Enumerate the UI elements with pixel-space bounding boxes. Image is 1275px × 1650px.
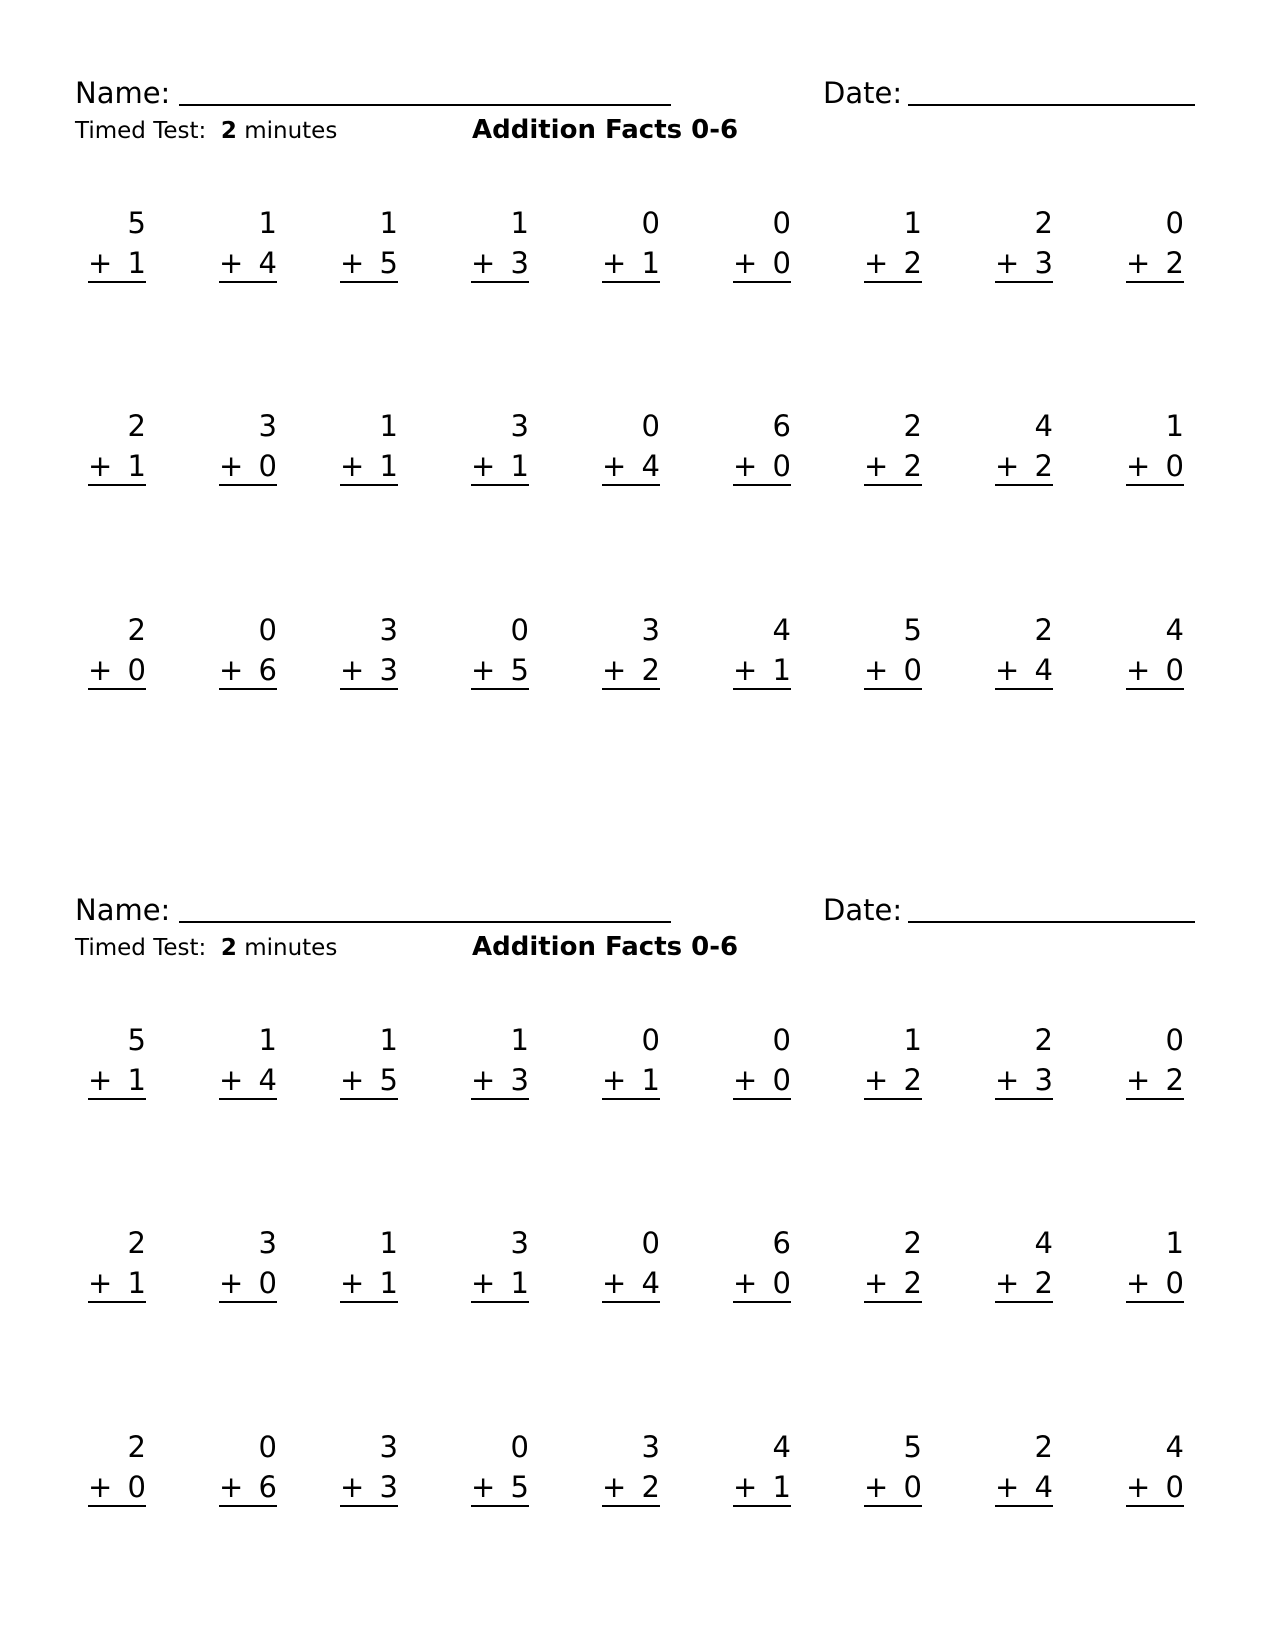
addend: 2 <box>903 1266 922 1300</box>
addition-problem <box>864 612 922 692</box>
addend: 1 <box>127 1063 146 1097</box>
addend: 2 <box>1034 449 1053 483</box>
addend: 1 <box>641 246 660 280</box>
augend: 0 <box>510 613 529 647</box>
plus-sign: + <box>1126 653 1151 687</box>
augend: 0 <box>641 409 660 443</box>
addend: 1 <box>510 1266 529 1300</box>
addition-problem <box>602 1225 660 1305</box>
addition-problem <box>864 1429 922 1509</box>
plus-sign: + <box>340 1470 365 1504</box>
answer-line <box>733 1265 791 1303</box>
addend: 6 <box>258 1470 277 1504</box>
answer-line <box>471 448 529 486</box>
addend: 4 <box>641 1266 660 1300</box>
addition-problem <box>864 408 922 488</box>
plus-sign: + <box>733 246 758 280</box>
plus-sign: + <box>864 449 889 483</box>
plus-sign: + <box>602 653 627 687</box>
addition-problem <box>602 1022 660 1102</box>
addend: 0 <box>1165 1266 1184 1300</box>
addition-problem <box>602 612 660 692</box>
plus-sign: + <box>995 1470 1020 1504</box>
addition-problem <box>340 205 398 285</box>
augend: 4 <box>1034 409 1053 443</box>
plus-sign: + <box>340 246 365 280</box>
addend: 6 <box>258 653 277 687</box>
answer-line <box>1126 1265 1184 1303</box>
answer-line <box>602 1469 660 1507</box>
addition-problem <box>219 1225 277 1305</box>
answer-line <box>733 245 791 283</box>
augend: 2 <box>1034 1430 1053 1464</box>
addition-problem <box>340 1429 398 1509</box>
addition-problem <box>1126 1225 1184 1305</box>
augend: 6 <box>772 409 791 443</box>
date-field[interactable] <box>908 104 1195 106</box>
plus-sign: + <box>1126 1063 1151 1097</box>
addend: 3 <box>379 1470 398 1504</box>
addition-problem <box>471 408 529 488</box>
augend: 1 <box>1165 409 1184 443</box>
plus-sign: + <box>733 1266 758 1300</box>
plus-sign: + <box>340 653 365 687</box>
addition-problem <box>733 1022 791 1102</box>
answer-line <box>340 245 398 283</box>
augend: 2 <box>127 409 146 443</box>
addition-problem <box>733 612 791 692</box>
addend: 1 <box>379 1266 398 1300</box>
answer-line <box>733 652 791 690</box>
answer-line <box>1126 448 1184 486</box>
addend: 5 <box>510 1470 529 1504</box>
augend: 3 <box>510 1226 529 1260</box>
addition-problem <box>733 205 791 285</box>
addition-problem <box>219 612 277 692</box>
addend: 0 <box>772 246 791 280</box>
plus-sign: + <box>219 1470 244 1504</box>
timed-test-minutes: 2 <box>220 935 237 961</box>
name-field[interactable] <box>179 921 671 923</box>
augend: 4 <box>1034 1226 1053 1260</box>
plus-sign: + <box>88 653 113 687</box>
answer-line <box>733 1469 791 1507</box>
plus-sign: + <box>733 653 758 687</box>
addend: 3 <box>379 653 398 687</box>
addition-problem <box>864 1225 922 1305</box>
addend: 1 <box>127 1266 146 1300</box>
answer-line <box>864 1062 922 1100</box>
plus-sign: + <box>995 1266 1020 1300</box>
addend: 0 <box>1165 653 1184 687</box>
answer-line <box>471 1469 529 1507</box>
addition-problem <box>1126 1429 1184 1509</box>
augend: 2 <box>903 409 922 443</box>
timed-test-label: Timed Test: <box>75 118 207 144</box>
addend: 0 <box>772 1266 791 1300</box>
answer-line <box>1126 245 1184 283</box>
timed-test-unit: minutes <box>244 118 338 144</box>
answer-line <box>219 245 277 283</box>
answer-line <box>602 652 660 690</box>
plus-sign: + <box>471 246 496 280</box>
timed-test-label: Timed Test: <box>75 935 207 961</box>
addend: 4 <box>1034 653 1053 687</box>
augend: 1 <box>379 206 398 240</box>
augend: 1 <box>903 1023 922 1057</box>
addend: 0 <box>772 449 791 483</box>
addend: 2 <box>1165 1063 1184 1097</box>
addend: 1 <box>127 246 146 280</box>
augend: 2 <box>1034 206 1053 240</box>
addend: 0 <box>1165 449 1184 483</box>
augend: 1 <box>379 1226 398 1260</box>
addition-problem <box>88 205 146 285</box>
plus-sign: + <box>1126 449 1151 483</box>
plus-sign: + <box>471 449 496 483</box>
plus-sign: + <box>864 246 889 280</box>
augend: 5 <box>127 1023 146 1057</box>
augend: 0 <box>772 206 791 240</box>
addend: 2 <box>1165 246 1184 280</box>
name-label: Name: <box>75 893 171 927</box>
plus-sign: + <box>602 1470 627 1504</box>
addition-problem <box>471 1429 529 1509</box>
addition-problem <box>88 1225 146 1305</box>
addend: 0 <box>258 1266 277 1300</box>
addition-problem <box>733 1225 791 1305</box>
plus-sign: + <box>864 1266 889 1300</box>
answer-line <box>471 245 529 283</box>
plus-sign: + <box>219 246 244 280</box>
plus-sign: + <box>471 1470 496 1504</box>
plus-sign: + <box>219 1063 244 1097</box>
addend: 4 <box>258 246 277 280</box>
answer-line <box>471 1265 529 1303</box>
addition-problem <box>340 1225 398 1305</box>
augend: 3 <box>258 1226 277 1260</box>
augend: 1 <box>379 409 398 443</box>
augend: 0 <box>258 1430 277 1464</box>
augend: 3 <box>641 613 660 647</box>
plus-sign: + <box>864 1470 889 1504</box>
answer-line <box>602 1265 660 1303</box>
augend: 5 <box>127 206 146 240</box>
answer-line <box>340 1469 398 1507</box>
answer-line <box>88 652 146 690</box>
addend: 2 <box>903 246 922 280</box>
addend: 4 <box>1034 1470 1053 1504</box>
augend: 5 <box>903 613 922 647</box>
addend: 5 <box>510 653 529 687</box>
answer-line <box>602 448 660 486</box>
addend: 5 <box>379 1063 398 1097</box>
addition-problem <box>340 612 398 692</box>
answer-line <box>219 652 277 690</box>
addition-problem <box>340 1022 398 1102</box>
plus-sign: + <box>471 1266 496 1300</box>
addition-problem <box>1126 612 1184 692</box>
answer-line <box>88 245 146 283</box>
addition-problem <box>88 612 146 692</box>
addend: 0 <box>903 653 922 687</box>
augend: 0 <box>1165 1023 1184 1057</box>
augend: 3 <box>510 409 529 443</box>
plus-sign: + <box>1126 1266 1151 1300</box>
plus-sign: + <box>995 246 1020 280</box>
timed-test-minutes: 2 <box>220 118 237 144</box>
answer-line <box>995 245 1053 283</box>
date-label: Date: <box>823 76 903 110</box>
addition-problem <box>471 1022 529 1102</box>
augend: 1 <box>1165 1226 1184 1260</box>
augend: 6 <box>772 1226 791 1260</box>
augend: 2 <box>903 1226 922 1260</box>
addend: 2 <box>641 1470 660 1504</box>
augend: 3 <box>641 1430 660 1464</box>
addition-problem <box>1126 408 1184 488</box>
addend: 4 <box>258 1063 277 1097</box>
addition-problem <box>602 205 660 285</box>
answer-line <box>733 1062 791 1100</box>
answer-line <box>995 1265 1053 1303</box>
addend: 1 <box>510 449 529 483</box>
addition-problem <box>1126 205 1184 285</box>
answer-line <box>340 652 398 690</box>
answer-line <box>88 1062 146 1100</box>
answer-line <box>88 1469 146 1507</box>
addition-problem <box>864 1022 922 1102</box>
augend: 0 <box>1165 206 1184 240</box>
addition-problem <box>219 205 277 285</box>
addition-problem <box>219 1429 277 1509</box>
addition-problem <box>995 1429 1053 1509</box>
answer-line <box>88 448 146 486</box>
addend: 3 <box>1034 246 1053 280</box>
plus-sign: + <box>88 449 113 483</box>
augend: 1 <box>258 206 277 240</box>
answer-line <box>864 245 922 283</box>
addition-problem <box>995 612 1053 692</box>
addition-problem <box>602 408 660 488</box>
timed-test-info <box>75 116 337 146</box>
addition-problem <box>88 408 146 488</box>
worksheet-2 <box>0 817 1275 1617</box>
augend: 4 <box>772 1430 791 1464</box>
augend: 2 <box>127 613 146 647</box>
plus-sign: + <box>995 653 1020 687</box>
plus-sign: + <box>995 449 1020 483</box>
plus-sign: + <box>340 1266 365 1300</box>
addition-problem <box>471 612 529 692</box>
name-field[interactable] <box>179 104 671 106</box>
answer-line <box>864 1265 922 1303</box>
answer-line <box>219 448 277 486</box>
addend: 1 <box>379 449 398 483</box>
augend: 0 <box>641 206 660 240</box>
plus-sign: + <box>733 1470 758 1504</box>
addition-problem <box>995 408 1053 488</box>
addend: 0 <box>1165 1470 1184 1504</box>
date-label: Date: <box>823 893 903 927</box>
plus-sign: + <box>995 1063 1020 1097</box>
addition-problem <box>471 1225 529 1305</box>
addition-problem <box>219 408 277 488</box>
plus-sign: + <box>864 653 889 687</box>
addend: 0 <box>772 1063 791 1097</box>
answer-line <box>88 1265 146 1303</box>
augend: 2 <box>1034 613 1053 647</box>
augend: 4 <box>1165 1430 1184 1464</box>
addition-problem <box>219 1022 277 1102</box>
plus-sign: + <box>1126 1470 1151 1504</box>
addend: 1 <box>772 653 791 687</box>
plus-sign: + <box>219 449 244 483</box>
augend: 2 <box>127 1430 146 1464</box>
answer-line <box>602 1062 660 1100</box>
plus-sign: + <box>88 246 113 280</box>
plus-sign: + <box>219 1266 244 1300</box>
answer-line <box>995 652 1053 690</box>
addition-problem <box>733 1429 791 1509</box>
augend: 0 <box>641 1226 660 1260</box>
name-label: Name: <box>75 76 171 110</box>
plus-sign: + <box>88 1063 113 1097</box>
plus-sign: + <box>1126 246 1151 280</box>
worksheet-title: Addition Facts 0-6 <box>472 932 739 962</box>
answer-line <box>864 1469 922 1507</box>
addend: 0 <box>127 653 146 687</box>
addition-problem <box>602 1429 660 1509</box>
augend: 4 <box>772 613 791 647</box>
answer-line <box>340 448 398 486</box>
addition-problem <box>340 408 398 488</box>
addend: 0 <box>127 1470 146 1504</box>
addend: 3 <box>510 1063 529 1097</box>
worksheet-1 <box>0 0 1275 800</box>
answer-line <box>471 1062 529 1100</box>
augend: 1 <box>903 206 922 240</box>
addend: 4 <box>641 449 660 483</box>
addend: 3 <box>510 246 529 280</box>
augend: 1 <box>379 1023 398 1057</box>
answer-line <box>1126 652 1184 690</box>
worksheet-title: Addition Facts 0-6 <box>472 115 739 145</box>
augend: 1 <box>510 1023 529 1057</box>
timed-test-info <box>75 933 337 963</box>
plus-sign: + <box>471 653 496 687</box>
date-field[interactable] <box>908 921 1195 923</box>
addend: 3 <box>1034 1063 1053 1097</box>
answer-line <box>995 1469 1053 1507</box>
plus-sign: + <box>340 1063 365 1097</box>
addition-problem <box>88 1022 146 1102</box>
answer-line <box>864 448 922 486</box>
augend: 0 <box>258 613 277 647</box>
plus-sign: + <box>602 1063 627 1097</box>
addend: 2 <box>903 1063 922 1097</box>
answer-line <box>1126 1062 1184 1100</box>
plus-sign: + <box>602 246 627 280</box>
plus-sign: + <box>88 1470 113 1504</box>
answer-line <box>602 245 660 283</box>
answer-line <box>995 1062 1053 1100</box>
augend: 1 <box>258 1023 277 1057</box>
answer-line <box>1126 1469 1184 1507</box>
addend: 2 <box>903 449 922 483</box>
addition-problem <box>733 408 791 488</box>
plus-sign: + <box>340 449 365 483</box>
augend: 0 <box>510 1430 529 1464</box>
answer-line <box>219 1469 277 1507</box>
addition-problem <box>1126 1022 1184 1102</box>
augend: 3 <box>379 1430 398 1464</box>
addition-problem <box>471 205 529 285</box>
augend: 3 <box>379 613 398 647</box>
addend: 0 <box>258 449 277 483</box>
answer-line <box>733 448 791 486</box>
addition-problem <box>88 1429 146 1509</box>
plus-sign: + <box>88 1266 113 1300</box>
answer-line <box>864 652 922 690</box>
plus-sign: + <box>733 1063 758 1097</box>
addend: 0 <box>903 1470 922 1504</box>
answer-line <box>340 1062 398 1100</box>
addition-problem <box>995 1022 1053 1102</box>
addend: 1 <box>641 1063 660 1097</box>
addend: 1 <box>127 449 146 483</box>
augend: 2 <box>1034 1023 1053 1057</box>
addition-problem <box>995 205 1053 285</box>
plus-sign: + <box>471 1063 496 1097</box>
answer-line <box>219 1265 277 1303</box>
augend: 2 <box>127 1226 146 1260</box>
addend: 1 <box>772 1470 791 1504</box>
augend: 5 <box>903 1430 922 1464</box>
addend: 5 <box>379 246 398 280</box>
answer-line <box>219 1062 277 1100</box>
augend: 3 <box>258 409 277 443</box>
timed-test-unit: minutes <box>244 935 338 961</box>
answer-line <box>471 652 529 690</box>
augend: 4 <box>1165 613 1184 647</box>
addend: 2 <box>641 653 660 687</box>
plus-sign: + <box>219 653 244 687</box>
plus-sign: + <box>602 449 627 483</box>
augend: 0 <box>772 1023 791 1057</box>
plus-sign: + <box>864 1063 889 1097</box>
answer-line <box>995 448 1053 486</box>
plus-sign: + <box>602 1266 627 1300</box>
augend: 1 <box>510 206 529 240</box>
addition-problem <box>995 1225 1053 1305</box>
addend: 2 <box>1034 1266 1053 1300</box>
augend: 0 <box>641 1023 660 1057</box>
addition-problem <box>864 205 922 285</box>
answer-line <box>340 1265 398 1303</box>
plus-sign: + <box>733 449 758 483</box>
